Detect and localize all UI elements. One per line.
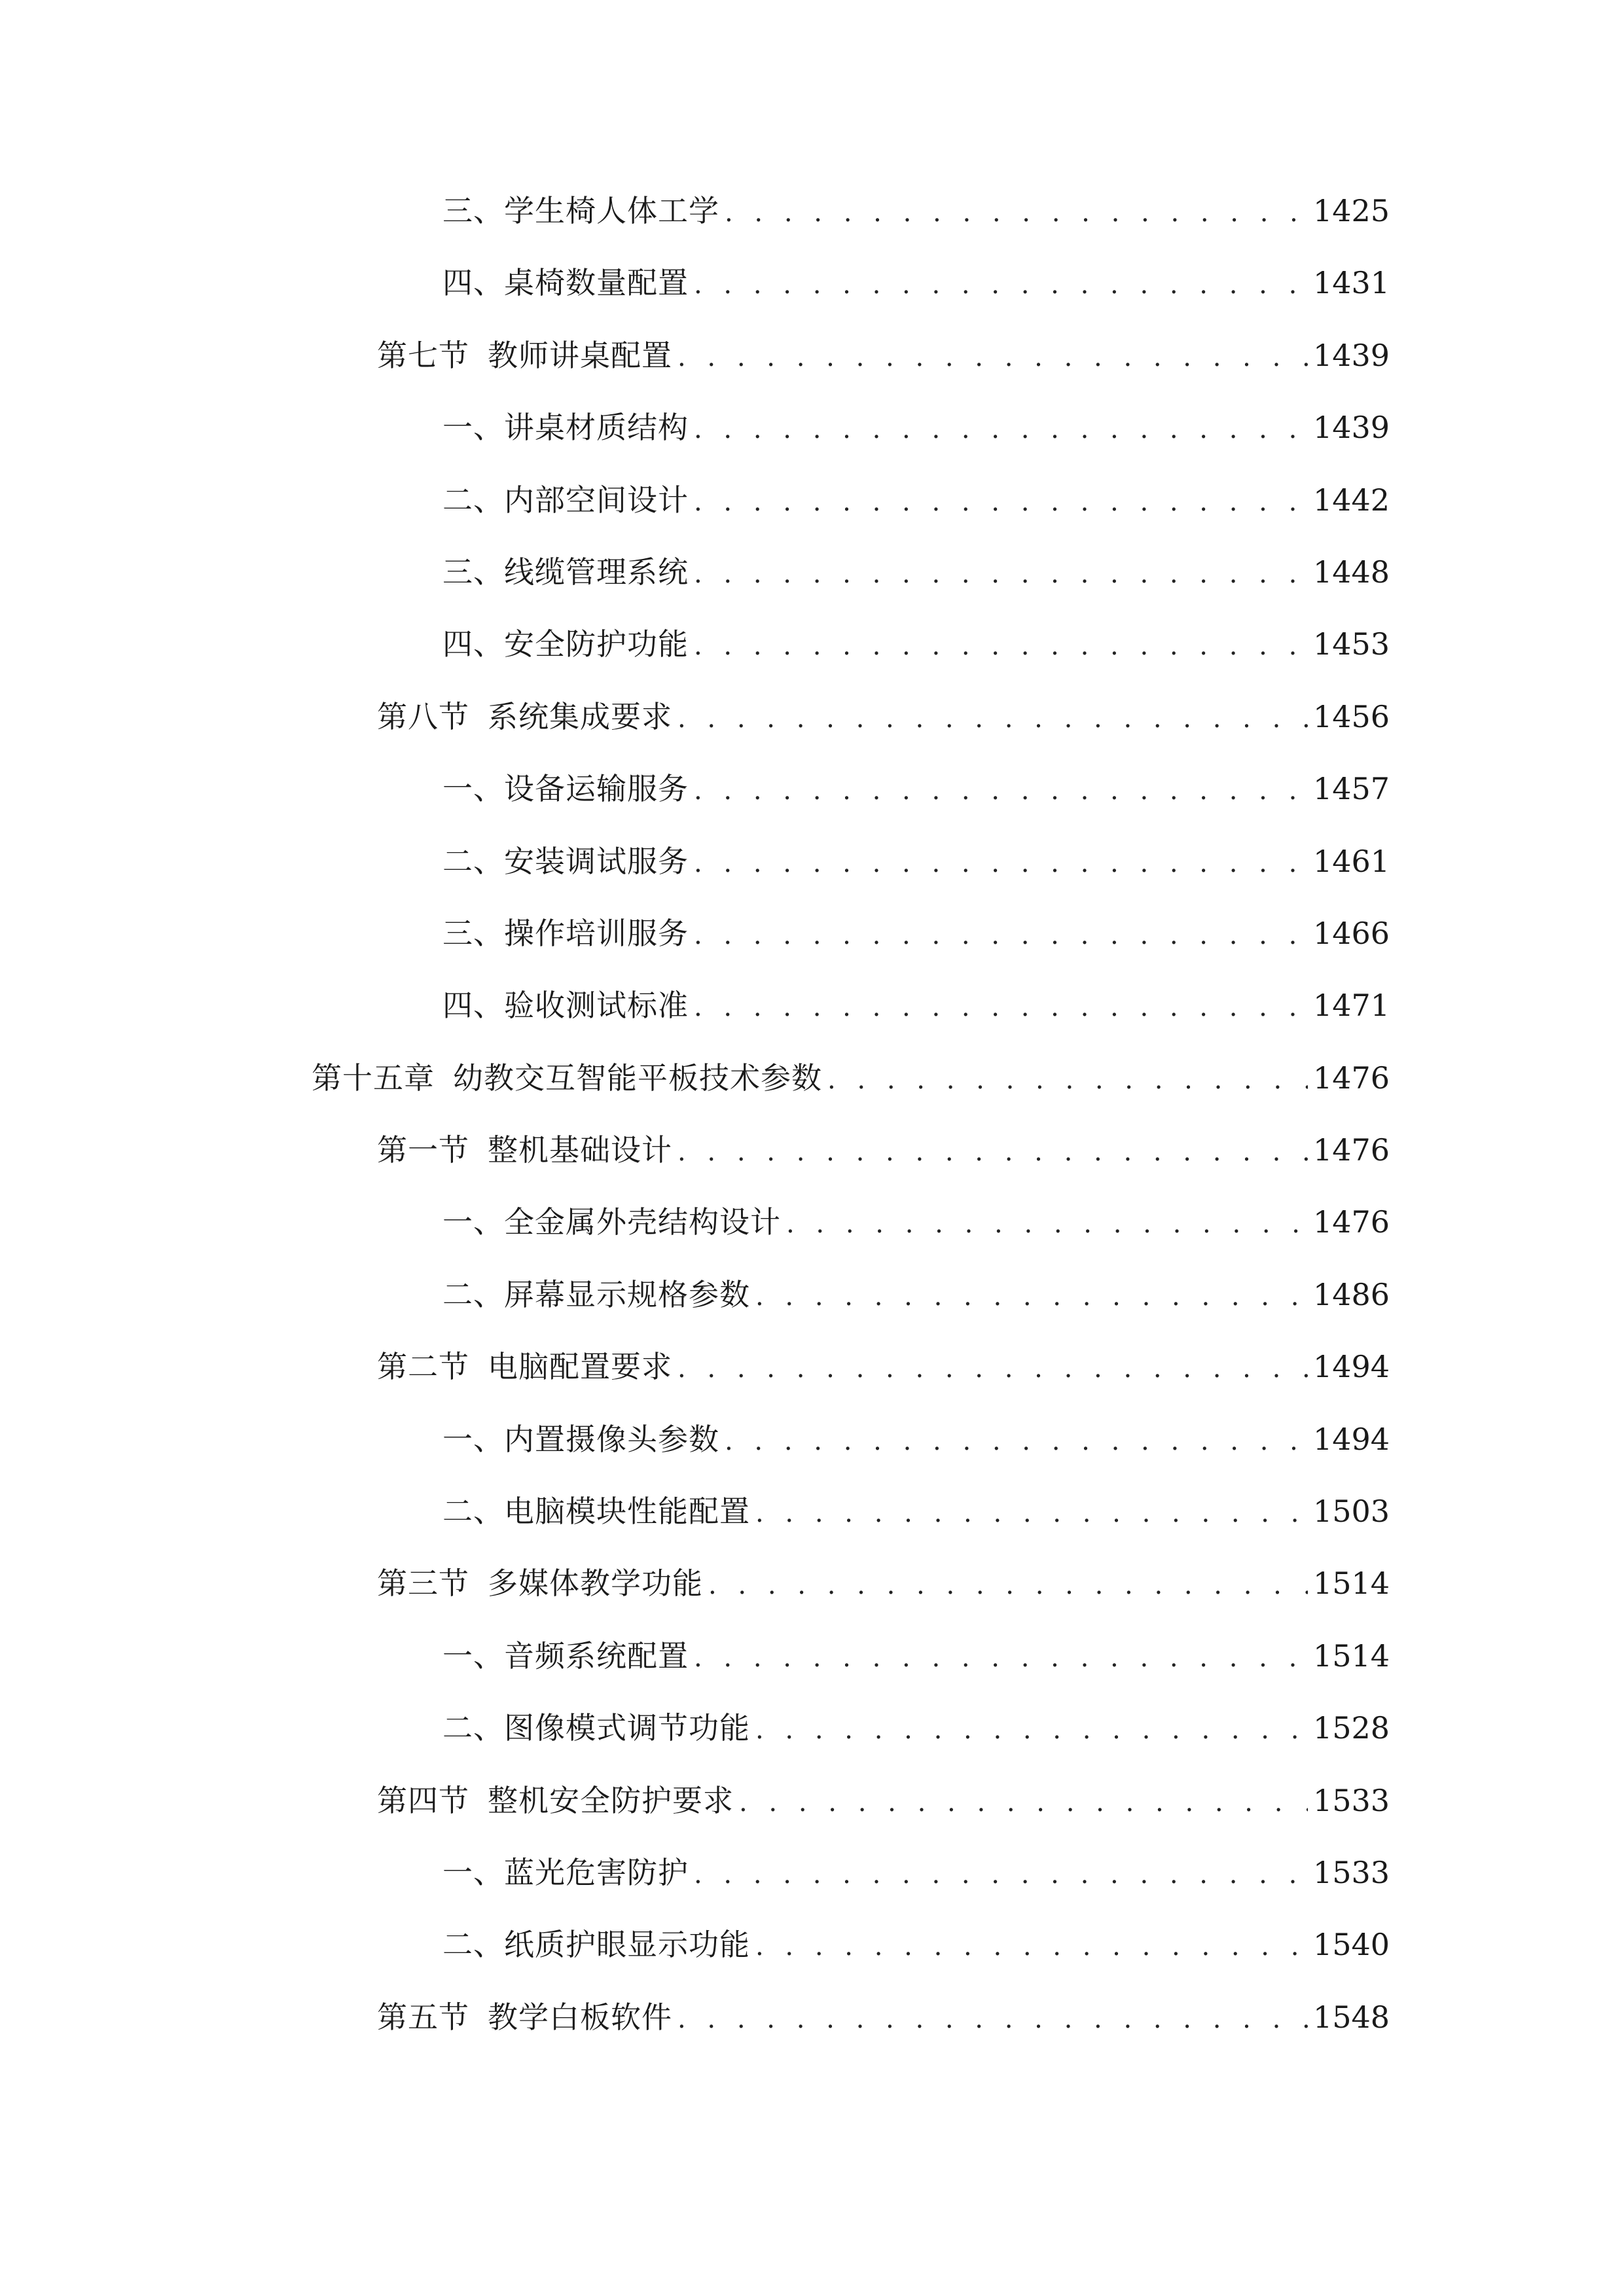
toc-entry-page: 1476 [1313, 1204, 1390, 1240]
toc-entry-title: 全金属外壳结构设计 [504, 1204, 781, 1240]
toc-entry-page: 1442 [1313, 482, 1390, 518]
toc-entry[interactable] [0, 476, 1624, 548]
toc-entry-number: 第三节 [377, 1566, 469, 1602]
toc-entry[interactable] [0, 910, 1624, 982]
toc-entry-page: 1461 [1313, 843, 1390, 879]
toc-entry-title: 教学白板软件 [488, 1999, 672, 2035]
toc-entry[interactable] [0, 1849, 1624, 1921]
table-of-contents [0, 187, 1624, 2066]
toc-entry[interactable] [0, 1921, 1624, 1993]
toc-leader-dots [755, 1715, 1308, 1745]
toc-entry[interactable] [0, 1777, 1624, 1849]
toc-entry-number: 三、 [442, 193, 504, 228]
toc-entry-title: 幼教交互智能平板技术参数 [453, 1060, 822, 1096]
toc-entry[interactable] [0, 765, 1624, 837]
toc-leader-dots [677, 1137, 1308, 1167]
toc-leader-dots [725, 1426, 1308, 1456]
toc-entry-title: 桌椅数量配置 [504, 265, 689, 301]
toc-entry-number: 一、 [442, 1204, 504, 1240]
toc-entry-title: 内部空间设计 [504, 482, 689, 518]
toc-entry-number: 一、 [442, 1421, 504, 1457]
toc-entry-number: 一、 [442, 1638, 504, 1674]
toc-entry-number: 二、 [442, 843, 504, 879]
toc-entry-title: 屏幕显示规格参数 [504, 1276, 750, 1312]
toc-entry-page: 1453 [1313, 626, 1390, 662]
toc-entry-title: 讲桌材质结构 [504, 410, 689, 446]
toc-entry-title: 操作培训服务 [504, 915, 689, 951]
toc-entry[interactable] [0, 332, 1624, 404]
toc-entry-page: 1514 [1313, 1566, 1390, 1602]
toc-entry[interactable] [0, 838, 1624, 910]
toc-entry-title: 验收测试标准 [504, 988, 689, 1024]
toc-entry-page: 1425 [1313, 193, 1390, 228]
toc-entry-page: 1439 [1313, 410, 1390, 446]
toc-entry[interactable] [0, 404, 1624, 476]
toc-leader-dots [708, 1570, 1308, 1600]
toc-entry-number: 二、 [442, 1927, 504, 1963]
toc-entry-page: 1494 [1313, 1421, 1390, 1457]
toc-entry-title: 学生椅人体工学 [504, 193, 719, 228]
toc-leader-dots [677, 704, 1308, 734]
toc-entry-title: 安全防护功能 [504, 626, 689, 662]
toc-entry[interactable] [0, 982, 1624, 1054]
toc-entry-number: 三、 [442, 915, 504, 951]
toc-entry-number: 二、 [442, 482, 504, 518]
toc-entry[interactable] [0, 1488, 1624, 1560]
toc-entry-page: 1431 [1313, 265, 1390, 301]
toc-entry[interactable] [0, 1126, 1624, 1198]
toc-leader-dots [694, 270, 1308, 300]
toc-entry-number: 第十五章 [312, 1060, 435, 1096]
toc-entry-page: 1456 [1313, 698, 1390, 734]
toc-entry-title: 电脑配置要求 [488, 1349, 672, 1385]
toc-entry-title: 设备运输服务 [504, 771, 689, 807]
toc-entry-number: 第四节 [377, 1782, 469, 1818]
toc-entry-number: 二、 [442, 1276, 504, 1312]
toc-entry[interactable] [0, 259, 1624, 331]
toc-entry[interactable] [0, 1343, 1624, 1415]
toc-entry-page: 1533 [1313, 1854, 1390, 1890]
toc-entry-number: 第一节 [377, 1132, 469, 1168]
toc-entry-number: 四、 [442, 626, 504, 662]
toc-entry-page: 1494 [1313, 1349, 1390, 1385]
toc-entry-title: 多媒体教学功能 [488, 1566, 703, 1602]
toc-leader-dots [725, 198, 1308, 228]
toc-entry[interactable] [0, 548, 1624, 620]
toc-entry-title: 内置摄像头参数 [504, 1421, 719, 1457]
toc-leader-dots [694, 920, 1308, 950]
toc-leader-dots [755, 1498, 1308, 1528]
toc-entry-title: 音频系统配置 [504, 1638, 689, 1674]
toc-leader-dots [755, 1282, 1308, 1312]
toc-entry-page: 1548 [1313, 1999, 1390, 2035]
toc-entry-page: 1476 [1313, 1060, 1390, 1096]
toc-leader-dots [694, 1859, 1308, 1890]
toc-entry-number: 三、 [442, 554, 504, 590]
toc-leader-dots [694, 414, 1308, 444]
toc-entry-number: 二、 [442, 1494, 504, 1530]
toc-leader-dots [694, 992, 1308, 1022]
toc-entry-number: 第二节 [377, 1349, 469, 1385]
toc-entry[interactable] [0, 187, 1624, 259]
toc-entry[interactable] [0, 620, 1624, 692]
toc-entry-page: 1448 [1313, 554, 1390, 590]
toc-entry-title: 电脑模块性能配置 [504, 1494, 750, 1530]
toc-leader-dots [677, 1354, 1308, 1384]
toc-leader-dots [694, 487, 1308, 517]
toc-entry-title: 蓝光危害防护 [504, 1854, 689, 1890]
toc-entry[interactable] [0, 1416, 1624, 1488]
toc-entry-page: 1439 [1313, 337, 1390, 373]
toc-entry-title: 教师讲桌配置 [488, 337, 672, 373]
toc-leader-dots [755, 1931, 1308, 1962]
toc-entry[interactable] [0, 1704, 1624, 1776]
toc-entry-number: 第五节 [377, 1999, 469, 2035]
toc-entry[interactable] [0, 1560, 1624, 1632]
toc-entry-page: 1471 [1313, 988, 1390, 1024]
toc-entry[interactable] [0, 693, 1624, 765]
toc-entry-page: 1540 [1313, 1927, 1390, 1963]
toc-entry-title: 整机安全防护要求 [488, 1782, 734, 1818]
toc-leader-dots [827, 1065, 1308, 1095]
toc-leader-dots [694, 559, 1308, 589]
toc-entry-title: 系统集成要求 [488, 698, 672, 734]
toc-entry[interactable] [0, 1632, 1624, 1704]
toc-entry-page: 1514 [1313, 1638, 1390, 1674]
toc-entry-page: 1457 [1313, 771, 1390, 807]
toc-entry-number: 四、 [442, 988, 504, 1024]
toc-entry-number: 一、 [442, 410, 504, 446]
toc-entry-title: 纸质护眼显示功能 [504, 1927, 750, 1963]
toc-entry-number: 第七节 [377, 337, 469, 373]
toc-leader-dots [694, 776, 1308, 806]
toc-entry-number: 一、 [442, 771, 504, 807]
toc-entry-number: 第八节 [377, 698, 469, 734]
toc-entry-number: 一、 [442, 1854, 504, 1890]
toc-entry[interactable] [0, 1994, 1624, 2066]
toc-entry-page: 1503 [1313, 1494, 1390, 1530]
toc-leader-dots [694, 631, 1308, 661]
toc-leader-dots [786, 1209, 1308, 1239]
toc-entry-number: 二、 [442, 1710, 504, 1746]
toc-entry-title: 整机基础设计 [488, 1132, 672, 1168]
toc-leader-dots [694, 848, 1308, 878]
toc-leader-dots [677, 2004, 1308, 2034]
toc-entry-page: 1486 [1313, 1276, 1390, 1312]
toc-entry-page: 1476 [1313, 1132, 1390, 1168]
toc-entry-title: 安装调试服务 [504, 843, 689, 879]
toc-entry[interactable] [0, 1271, 1624, 1343]
toc-entry-title: 图像模式调节功能 [504, 1710, 750, 1746]
toc-leader-dots [677, 342, 1308, 372]
toc-leader-dots [739, 1787, 1308, 1818]
toc-leader-dots [694, 1643, 1308, 1673]
toc-entry-number: 四、 [442, 265, 504, 301]
toc-entry[interactable] [0, 1054, 1624, 1126]
toc-entry-page: 1528 [1313, 1710, 1390, 1746]
toc-entry-title: 线缆管理系统 [504, 554, 689, 590]
toc-entry-page: 1466 [1313, 915, 1390, 951]
toc-entry[interactable] [0, 1198, 1624, 1270]
toc-entry-page: 1533 [1313, 1782, 1390, 1818]
